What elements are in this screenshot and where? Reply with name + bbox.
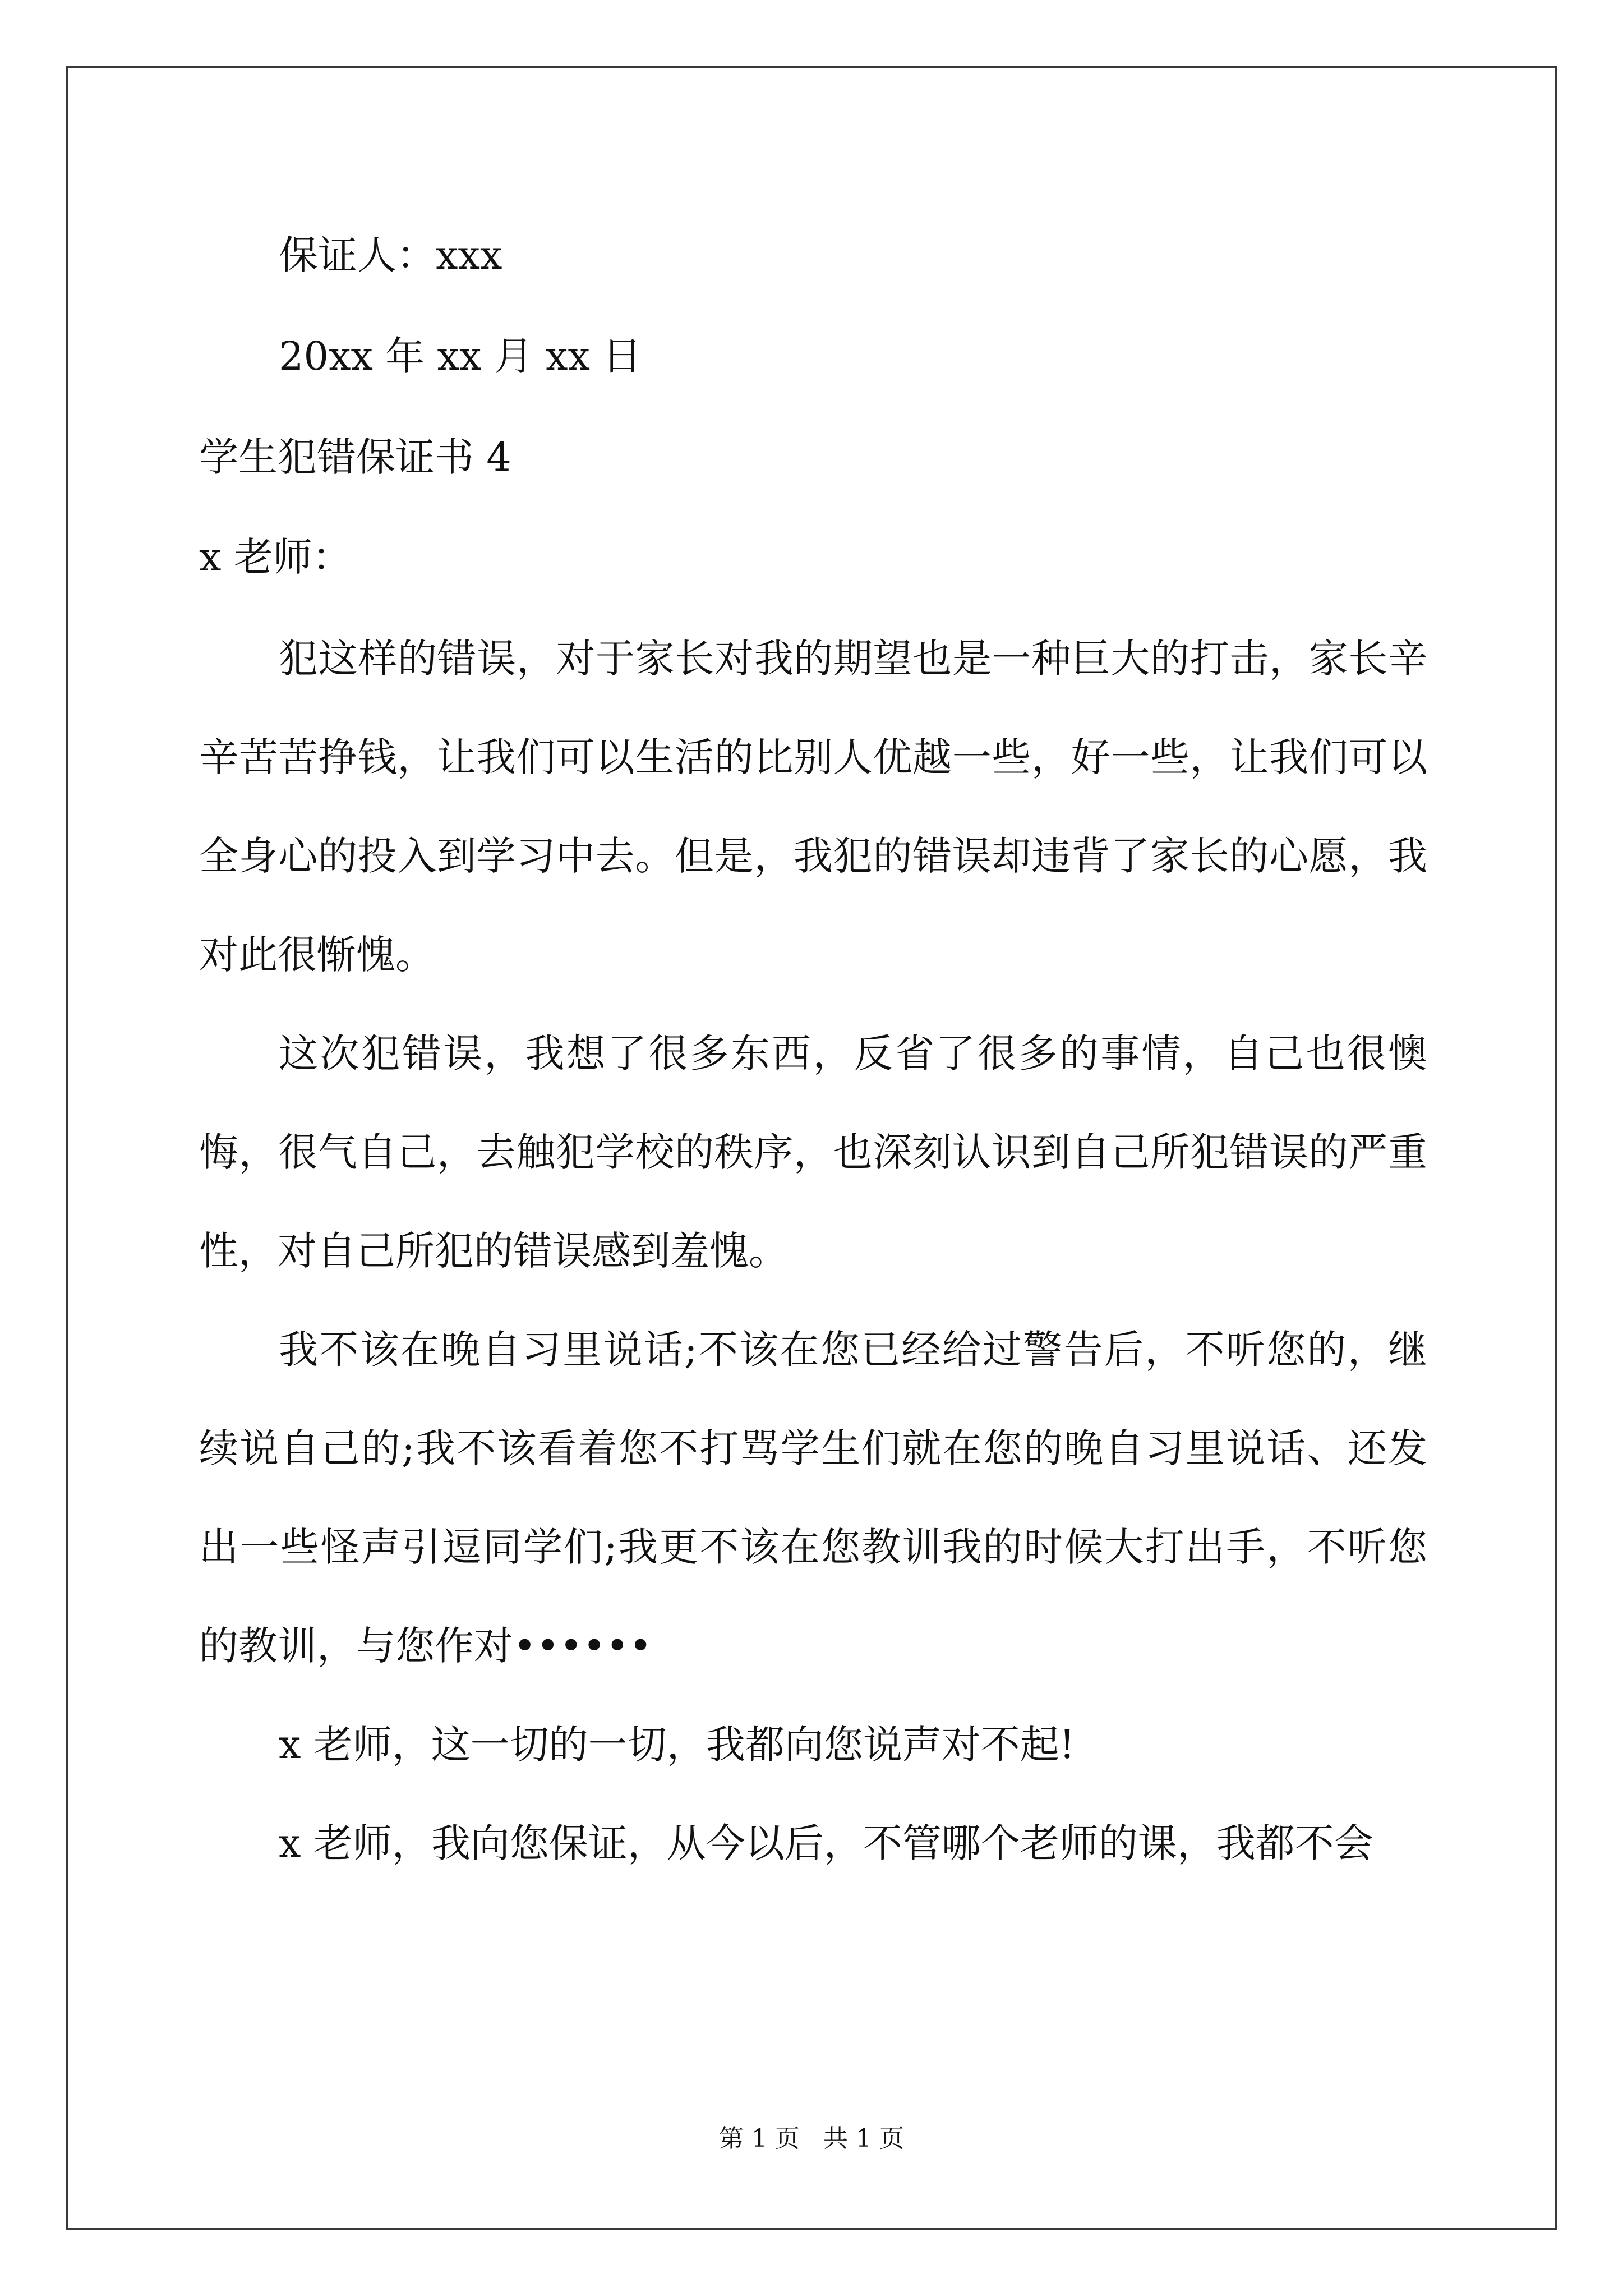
paragraph-1: 犯这样的错误，对于家长对我的期望也是一种巨大的打击，家长辛辛苦苦挣钱，让我们可以生活的比别人优越一些，好一些，让我们可以全身心的投入到学习中去。但是，我犯的错误却违背了家长的心愿，我对此很惭愧。 [199, 636, 1427, 978]
signature-line: 保证人：xxx [279, 232, 502, 278]
page-footer: 第 1 页 共 1 页 [719, 2124, 904, 2153]
paragraph-3: 我不该在晚自习里说话;不该在您已经给过警告后，不听您的，继续说自己的;我不该看着您不打骂学生们就在您的晚自习里说话、还发出一些怪声引逗同学们;我更不该在您教训我的时候大打出手，不听您的教训，与您作对•••••• [199, 1327, 1427, 1669]
paragraph-5: x 老师，我向您保证，从今以后，不管哪个老师的课，我都不会 [279, 1820, 1373, 1866]
paragraph-2: 这次犯错误，我想了很多东西，反省了很多的事情，自己也很懊悔，很气自己，去触犯学校的秩序，也深刻认识到自己所犯错误的严重性，对自己所犯的错误感到羞愧。 [199, 1030, 1427, 1274]
paragraph-4: x 老师，这一切的一切，我都向您说声对不起! [279, 1722, 1075, 1768]
section-title: 学生犯错保证书 4 [199, 434, 511, 480]
date-line: 20xx 年 xx 月 xx 日 [279, 333, 642, 379]
salutation: x 老师： [199, 534, 352, 580]
